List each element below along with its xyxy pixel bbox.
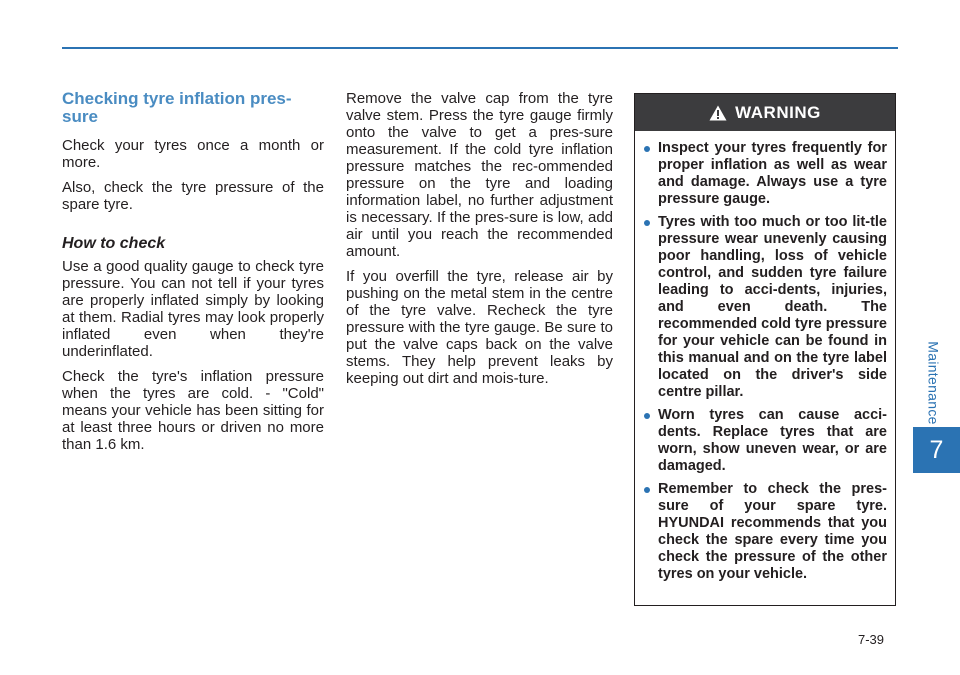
warning-triangle-icon: [709, 105, 727, 121]
warning-item-text: Inspect your tyres frequently for proper inflation as well as wear and damage. Always use a tyre pressure gauge.: [658, 140, 887, 207]
warning-item: [644, 140, 887, 208]
bullet-icon: [644, 146, 650, 152]
paragraph: If you overfill the tyre, release air by pushing on the metal stem in the centre of the tyre valve. Recheck the tyre pressure with the tyre gauge. Be sure to put the valve caps back on the valve stems. They help prevent leaks by keeping out dirt and mois-ture.: [346, 268, 613, 387]
warning-item-text: Tyres with too much or too lit-tle pressure wear unevenly causing poor handling, loss of vehicle control, and sudden tyre failure leading to acci-dents, injuries, and even death. The recommended cold tyre pressure for your vehicle can be found in this manual and on the tyre label located on the driver's side centre pillar.: [658, 214, 887, 400]
section-label-text: Maintenance: [926, 341, 942, 425]
warning-box: [634, 93, 896, 606]
subsection-title: How to check: [62, 235, 166, 252]
warning-item-text: Worn tyres can cause acci-dents. Replace tyres that are worn, show uneven wear, or are damaged.: [658, 407, 887, 474]
paragraph: Check your tyres once a month or more.: [62, 137, 324, 171]
bullet-icon: [644, 487, 650, 493]
paragraph: Also, check the tyre pressure of the spare tyre.: [62, 179, 324, 213]
section-label: [918, 338, 950, 428]
paragraph: Remove the valve cap from the tyre valve stem. Press the tyre gauge firmly onto the valve to get a pres-sure measurement. If the cold tyre inflation pressure matches the rec-ommended pressure on the tyre and loading information label, no further adjustment is necessary. If the pres-sure is low, add air until you reach the recommended amount.: [346, 90, 613, 260]
bullet-icon: [644, 413, 650, 419]
warning-item-text: Remember to check the pres-sure of your spare tyre. HYUNDAI recommends that you check the spare every time you check the pressure of the other tyres on your vehicle.: [658, 481, 887, 582]
warning-heading: WARNING: [735, 102, 821, 122]
paragraph: Use a good quality gauge to check tyre pressure. You can not tell if your tyres are properly inflated simply by looking at them. Radial tyres may look properly inflated even when they're underinflated.: [62, 258, 324, 360]
warning-header: [635, 94, 895, 131]
section-title: Checking tyre inflation pres-sure: [62, 89, 292, 126]
warning-item: [644, 407, 887, 475]
paragraph: Check the tyre's inflation pressure when the tyres are cold. - "Cold" means your vehicle has been sitting for at least three hours or driven no more than 1.6 km.: [62, 368, 324, 453]
warning-item: [644, 481, 887, 583]
warning-list: [635, 140, 895, 589]
page-number: 7-39: [858, 632, 885, 647]
header-rule: [62, 47, 898, 49]
warning-item: [644, 214, 887, 401]
chapter-tab: 7: [913, 427, 960, 473]
bullet-icon: [644, 220, 650, 226]
left-column: [62, 90, 324, 461]
middle-column: [346, 90, 613, 395]
